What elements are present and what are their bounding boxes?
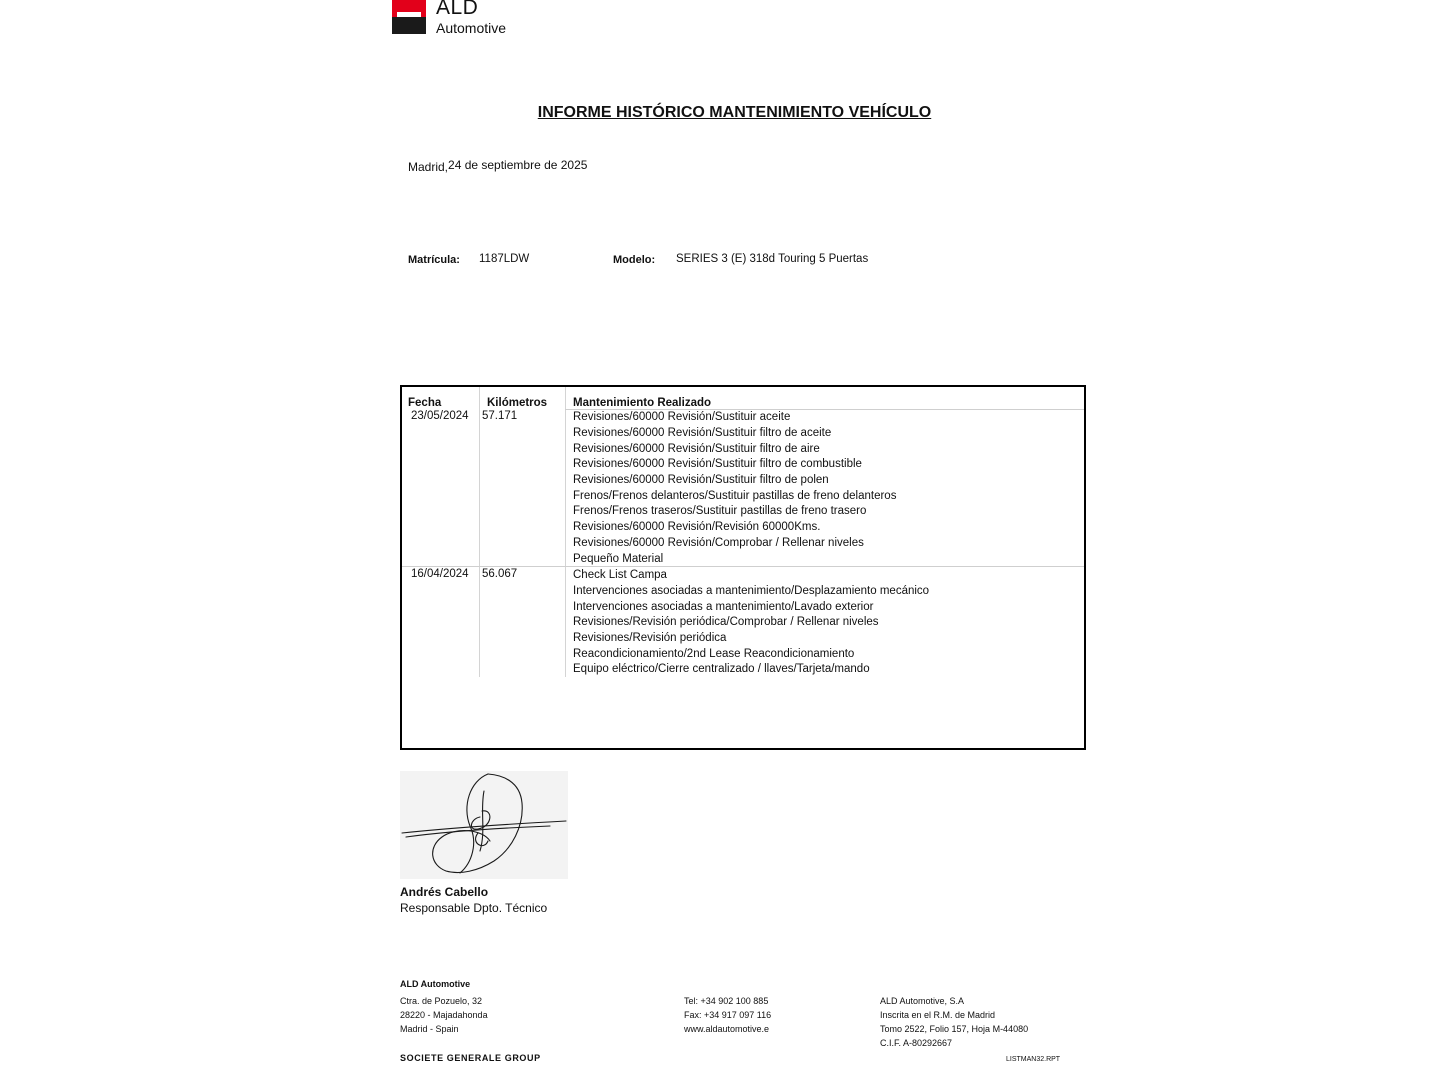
task-item: Revisiones/60000 Revisión/Sustituir aceite [573,411,791,423]
task-item: Revisiones/Revisión periódica [573,632,727,644]
row-separator [402,566,1084,567]
row-km: 56.067 [482,568,518,580]
header-date: Fecha [408,397,442,409]
plate-label: Matrícula: [408,254,460,266]
column-divider [479,387,480,677]
contact-fax: Fax: +34 917 097 116 [684,1010,772,1020]
contact-phone: Tel: +34 902 100 885 [684,996,769,1006]
task-item: Revisiones/60000 Revisión/Sustituir filtro de aceite [573,427,832,439]
address-line: 28220 - Majadahonda [400,1010,488,1020]
signature-image [400,771,568,879]
report-title: INFORME HISTÓRICO MANTENIMIENTO VEHÍCULO [537,104,932,121]
report-date: 24 de septiembre de 2025 [448,158,588,172]
task-item: Pequeño Material [573,553,664,565]
column-divider [565,387,566,677]
header-work: Mantenimiento Realizado [573,397,712,409]
task-item: Revisiones/60000 Revisión/Revisión 60000Kms. [573,521,821,533]
task-item: Revisiones/60000 Revisión/Comprobar / Rellenar niveles [573,537,864,549]
header-rule [565,409,1084,410]
footer-company: ALD Automotive [400,979,471,989]
row-date: 23/05/2024 [411,410,469,422]
footer-contact [684,994,771,1036]
maintenance-table [400,385,1086,750]
footer-address [400,994,488,1036]
task-item: Revisiones/Revisión periódica/Comprobar / Rellenar niveles [573,616,879,628]
model-label: Modelo: [613,254,656,266]
signer-name: Andrés Cabello [400,885,489,899]
task-item: Intervenciones asociadas a mantenimiento/Lavado exterior [573,601,874,613]
task-item: Revisiones/60000 Revisión/Sustituir filtro de aire [573,443,820,455]
logo-mark-icon [392,0,426,34]
report-city: Madrid, [408,160,449,174]
contact-website: www.aldautomotive.e [684,1024,770,1034]
footer-registry [880,994,1028,1050]
task-item: Frenos/Frenos delanteros/Sustituir pastillas de freno delanteros [573,490,897,502]
report-place-date [408,158,587,172]
row-km: 57.171 [482,410,518,422]
report-code: LISTMAN32.RPT [1006,1056,1061,1063]
task-item: Frenos/Frenos traseros/Sustituir pastillas de freno trasero [573,505,867,517]
task-item: Revisiones/60000 Revisión/Sustituir filtro de polen [573,474,829,486]
task-item: Reacondicionamiento/2nd Lease Reacondicionamiento [573,648,855,660]
row-date: 16/04/2024 [411,568,469,580]
logo-name: ALD [436,0,479,19]
header-km: Kilómetros [487,397,548,409]
handwritten-signature-icon [400,771,568,879]
group-name: SOCIETE GENERALE GROUP [400,1053,541,1063]
logo-subtitle: Automotive [436,20,507,36]
model-value: SERIES 3 (E) 318d Touring 5 Puertas [676,253,869,265]
task-item: Check List Campa [573,569,667,581]
task-item: Equipo eléctrico/Cierre centralizado / llaves/Tarjeta/mando [573,663,870,675]
registry-line: Tomo 2522, Folio 157, Hoja M-44080 [880,1024,1029,1034]
address-line: Ctra. de Pozuelo, 32 [400,996,483,1006]
ald-automotive-logo [392,0,522,38]
task-item: Intervenciones asociadas a mantenimiento/Desplazamiento mecánico [573,585,930,597]
registry-line: C.I.F. A-80292667 [880,1038,953,1048]
address-line: Madrid - Spain [400,1024,459,1034]
registry-line: Inscrita en el R.M. de Madrid [880,1010,996,1020]
registry-line: ALD Automotive, S.A [880,996,965,1006]
plate-value: 1187LDW [479,253,530,265]
signer-role: Responsable Dpto. Técnico [400,901,548,915]
task-item: Revisiones/60000 Revisión/Sustituir filtro de combustible [573,458,862,470]
